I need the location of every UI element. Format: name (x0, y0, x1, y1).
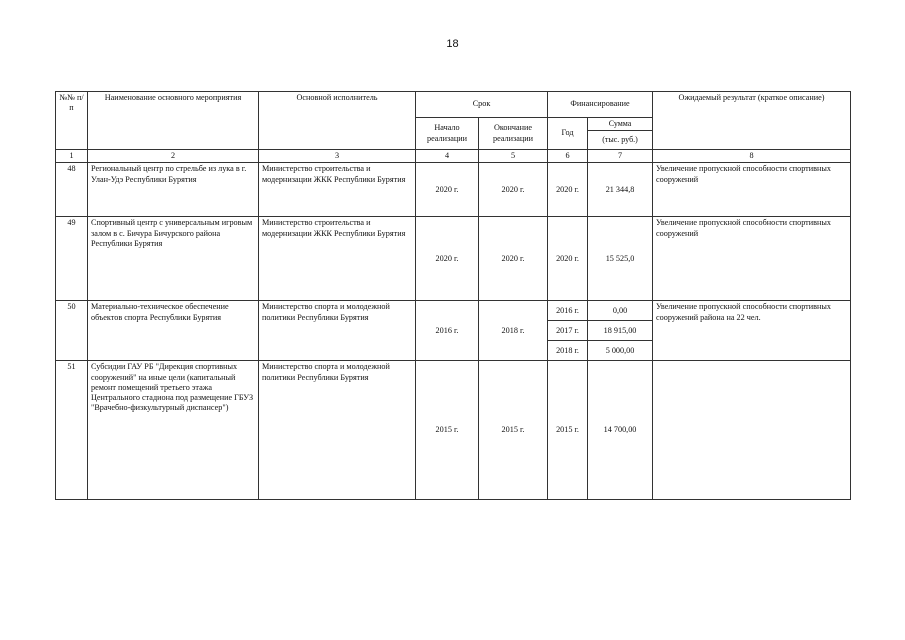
row-result: Увеличение пропускной способности спортивных сооружений района на 22 чел. (653, 301, 851, 361)
page-number: 18 (446, 38, 459, 50)
header-fin-sum-unit: (тыс. руб.) (602, 135, 638, 144)
row-end: 2020 г. (479, 163, 548, 217)
column-number: 4 (416, 150, 479, 163)
column-number: 1 (56, 150, 88, 163)
row-name: Субсидии ГАУ РБ "Дирекция спортивных сооружений" на иные цели (капитальный ремонт помещений третьего этажа Центрального стадиона под размещение ГБУЗ "Врачебно-физкультурный диспансер") (88, 361, 259, 500)
table-row (56, 163, 851, 217)
row-name: Спортивный центр с универсальным игровым залом в с. Бичура Бичурского района Республики Бурятия (88, 217, 259, 301)
row-start: 2016 г. (416, 301, 479, 361)
row-num: 51 (56, 361, 88, 500)
row-name: Материально-техническое обеспечение объектов спорта Республики Бурятия (88, 301, 259, 361)
row-result: Увеличение пропускной способности спортивных сооружений (653, 217, 851, 301)
header-term: Срок (416, 92, 548, 118)
row-end: 2020 г. (479, 217, 548, 301)
table-row (56, 301, 851, 321)
row-executor: Министерство спорта и молодежной политики Республики Бурятия (259, 361, 416, 500)
row-executor: Министерство строительства и модернизации ЖКК Республики Бурятия (259, 217, 416, 301)
header-term-end: Окончание реализации (479, 118, 548, 150)
row-start: 2020 г. (416, 217, 479, 301)
measures-table (55, 91, 851, 500)
row-fin-year: 2020 г. (548, 217, 588, 301)
column-number: 2 (88, 150, 259, 163)
row-fin-sum: 18 915,00 (588, 321, 653, 341)
row-fin-year: 2015 г. (548, 361, 588, 500)
header-fin-year: Год (548, 118, 588, 150)
row-num: 50 (56, 301, 88, 361)
column-numbers-row (56, 150, 851, 163)
row-end: 2018 г. (479, 301, 548, 361)
header-fin-sum (588, 118, 653, 150)
row-result (653, 361, 851, 500)
row-start: 2020 г. (416, 163, 479, 217)
row-end: 2015 г. (479, 361, 548, 500)
row-fin-year: 2017 г. (548, 321, 588, 341)
table-row (56, 361, 851, 500)
row-result: Увеличение пропускной способности спортивных сооружений (653, 163, 851, 217)
header-executor: Основной исполнитель (259, 92, 416, 150)
row-fin-year: 2016 г. (548, 301, 588, 321)
column-number: 8 (653, 150, 851, 163)
row-fin-sum: 0,00 (588, 301, 653, 321)
row-executor: Министерство строительства и модернизации ЖКК Республики Бурятия (259, 163, 416, 217)
row-fin-sum: 21 344,8 (588, 163, 653, 217)
header-result: Ожидаемый результат (краткое описание) (653, 92, 851, 150)
column-number: 7 (588, 150, 653, 163)
row-fin-sum: 15 525,0 (588, 217, 653, 301)
header-fin-sum-label: Сумма (588, 118, 652, 131)
header-term-start: Начало реализации (416, 118, 479, 150)
column-number: 6 (548, 150, 588, 163)
row-name: Региональный центр по стрельбе из лука в г. Улан-Удэ Республики Бурятия (88, 163, 259, 217)
row-fin-sum: 5 000,00 (588, 341, 653, 361)
column-number: 5 (479, 150, 548, 163)
header-financing: Финансирование (548, 92, 653, 118)
row-num: 49 (56, 217, 88, 301)
column-number: 3 (259, 150, 416, 163)
row-fin-year: 2020 г. (548, 163, 588, 217)
table-row (56, 217, 851, 301)
row-executor: Министерство спорта и молодежной политики Республики Бурятия (259, 301, 416, 361)
header-name: Наименование основного мероприятия (88, 92, 259, 150)
row-start: 2015 г. (416, 361, 479, 500)
row-fin-sum: 14 700,00 (588, 361, 653, 500)
row-fin-year: 2018 г. (548, 341, 588, 361)
header-num: №№ п/п (56, 92, 88, 150)
row-num: 48 (56, 163, 88, 217)
